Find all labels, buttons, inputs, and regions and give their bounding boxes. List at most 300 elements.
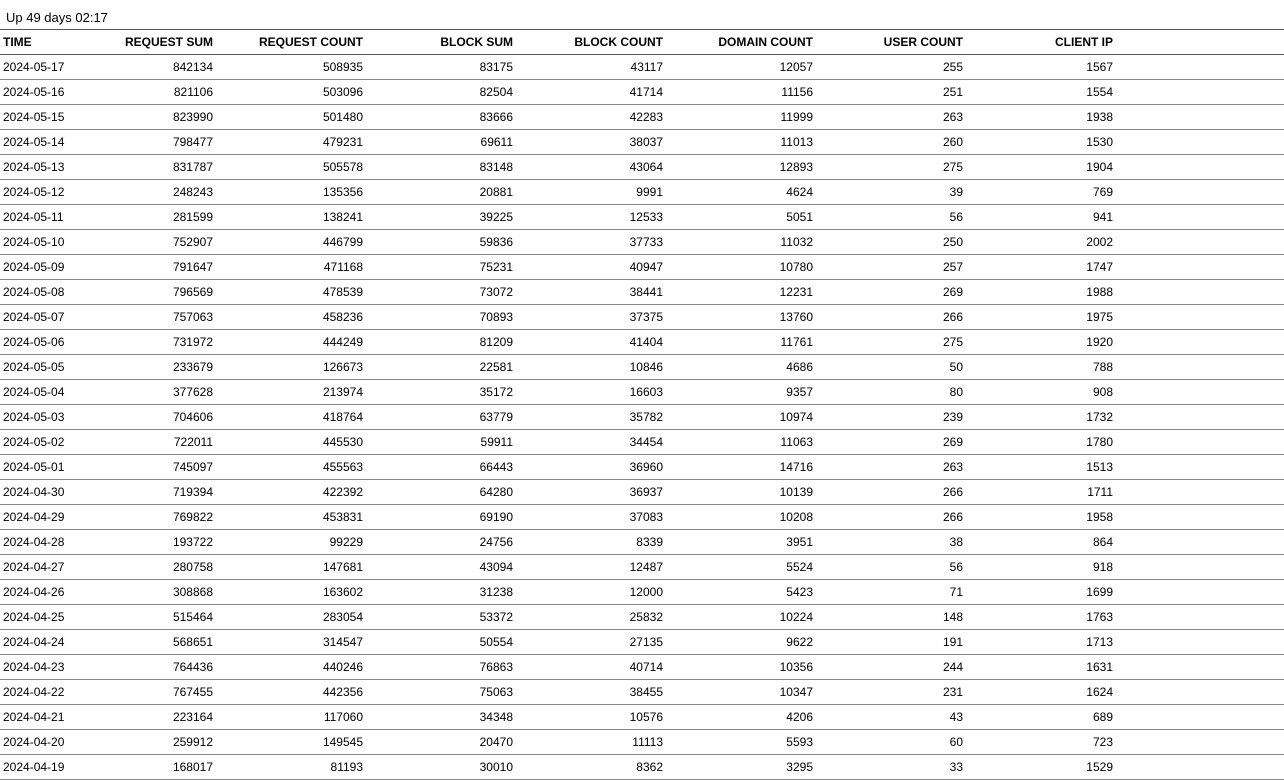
cell-block-count: 41714 [517,80,667,105]
cell-client-ip: 769 [967,180,1117,205]
cell-request-count: 126673 [217,355,367,380]
cell-user-count: 71 [817,580,967,605]
cell-domain-count: 10224 [667,605,817,630]
cell-request-count: 508935 [217,55,367,80]
table-row [0,605,1284,630]
cell-client-ip: 908 [967,380,1117,405]
cell-domain-count: 10780 [667,255,817,280]
cell-block-sum: 20470 [367,730,517,755]
cell-user-count: 263 [817,105,967,130]
cell-request-sum: 764436 [74,655,217,680]
cell-block-count: 36960 [517,455,667,480]
cell-client-ip: 1699 [967,580,1117,605]
cell-block-sum: 75063 [367,680,517,705]
cell-client-ip: 1624 [967,680,1117,705]
cell-request-count: 446799 [217,230,367,255]
row-spacer [1117,630,1284,655]
cell-user-count: 148 [817,605,967,630]
cell-block-count: 8339 [517,530,667,555]
cell-block-sum: 82504 [367,80,517,105]
cell-client-ip: 941 [967,205,1117,230]
cell-block-sum: 59836 [367,230,517,255]
cell-block-sum: 69190 [367,505,517,530]
cell-block-sum: 50554 [367,630,517,655]
cell-domain-count: 5593 [667,730,817,755]
row-spacer [1117,205,1284,230]
cell-client-ip: 2002 [967,230,1117,255]
cell-user-count: 38 [817,530,967,555]
table-row [0,55,1284,80]
cell-request-sum: 767455 [74,680,217,705]
cell-user-count: 251 [817,80,967,105]
table-row [0,105,1284,130]
cell-user-count: 43 [817,705,967,730]
header-spacer [1117,30,1284,55]
cell-client-ip: 1732 [967,405,1117,430]
cell-time: 2024-05-13 [0,155,74,180]
cell-block-count: 10576 [517,705,667,730]
cell-time: 2024-05-05 [0,355,74,380]
cell-time: 2024-04-30 [0,480,74,505]
cell-time: 2024-04-22 [0,680,74,705]
row-spacer [1117,105,1284,130]
cell-user-count: 275 [817,330,967,355]
cell-domain-count: 10356 [667,655,817,680]
cell-user-count: 257 [817,255,967,280]
cell-request-count: 314547 [217,630,367,655]
cell-block-sum: 63779 [367,405,517,430]
cell-request-sum: 259912 [74,730,217,755]
cell-block-sum: 83666 [367,105,517,130]
cell-domain-count: 10208 [667,505,817,530]
cell-block-sum: 83148 [367,155,517,180]
cell-domain-count: 11032 [667,230,817,255]
cell-request-sum: 308868 [74,580,217,605]
cell-block-sum: 31238 [367,580,517,605]
cell-time: 2024-05-07 [0,305,74,330]
table-row [0,180,1284,205]
cell-time: 2024-05-04 [0,380,74,405]
cell-user-count: 56 [817,205,967,230]
cell-request-count: 503096 [217,80,367,105]
cell-request-sum: 193722 [74,530,217,555]
cell-request-sum: 719394 [74,480,217,505]
table-header-row [0,30,1284,55]
cell-block-count: 38037 [517,130,667,155]
cell-client-ip: 788 [967,355,1117,380]
cell-time: 2024-04-26 [0,580,74,605]
cell-block-sum: 70893 [367,305,517,330]
table-row [0,655,1284,680]
cell-client-ip: 1747 [967,255,1117,280]
table-row [0,405,1284,430]
cell-user-count: 250 [817,230,967,255]
cell-client-ip: 1920 [967,330,1117,355]
table-row [0,555,1284,580]
cell-request-sum: 731972 [74,330,217,355]
cell-request-sum: 791647 [74,255,217,280]
table-row [0,280,1284,305]
cell-user-count: 266 [817,480,967,505]
daily-stats-table [0,29,1284,780]
cell-time: 2024-04-28 [0,530,74,555]
row-spacer [1117,455,1284,480]
cell-client-ip: 1631 [967,655,1117,680]
cell-domain-count: 5051 [667,205,817,230]
table-body [0,55,1284,780]
cell-request-count: 213974 [217,380,367,405]
column-header-request-count: REQUEST COUNT [217,30,367,55]
table-row [0,680,1284,705]
table-row [0,255,1284,280]
cell-domain-count: 12057 [667,55,817,80]
cell-time: 2024-04-23 [0,655,74,680]
cell-domain-count: 12893 [667,155,817,180]
cell-time: 2024-05-15 [0,105,74,130]
cell-user-count: 80 [817,380,967,405]
cell-block-sum: 73072 [367,280,517,305]
table-row [0,580,1284,605]
cell-request-sum: 704606 [74,405,217,430]
cell-time: 2024-04-19 [0,755,74,780]
cell-client-ip: 1530 [967,130,1117,155]
cell-domain-count: 10974 [667,405,817,430]
row-spacer [1117,355,1284,380]
cell-request-count: 440246 [217,655,367,680]
table-row [0,530,1284,555]
cell-request-sum: 745097 [74,455,217,480]
cell-user-count: 191 [817,630,967,655]
row-spacer [1117,130,1284,155]
cell-block-count: 37083 [517,505,667,530]
row-spacer [1117,180,1284,205]
row-spacer [1117,480,1284,505]
cell-block-sum: 66443 [367,455,517,480]
cell-block-sum: 59911 [367,430,517,455]
cell-request-count: 283054 [217,605,367,630]
table-row [0,130,1284,155]
cell-request-count: 81193 [217,755,367,780]
column-header-domain-count: DOMAIN COUNT [667,30,817,55]
cell-block-count: 27135 [517,630,667,655]
cell-domain-count: 11013 [667,130,817,155]
cell-domain-count: 5524 [667,555,817,580]
cell-request-count: 117060 [217,705,367,730]
cell-block-sum: 69611 [367,130,517,155]
cell-request-count: 99229 [217,530,367,555]
cell-domain-count: 10139 [667,480,817,505]
cell-request-sum: 821106 [74,80,217,105]
cell-block-sum: 35172 [367,380,517,405]
row-spacer [1117,430,1284,455]
cell-request-count: 471168 [217,255,367,280]
cell-time: 2024-05-06 [0,330,74,355]
cell-user-count: 231 [817,680,967,705]
cell-block-count: 41404 [517,330,667,355]
table-row [0,355,1284,380]
cell-block-sum: 64280 [367,480,517,505]
cell-request-sum: 248243 [74,180,217,205]
cell-client-ip: 1554 [967,80,1117,105]
cell-time: 2024-05-16 [0,80,74,105]
cell-client-ip: 864 [967,530,1117,555]
cell-domain-count: 4686 [667,355,817,380]
cell-request-count: 458236 [217,305,367,330]
cell-user-count: 56 [817,555,967,580]
cell-time: 2024-05-17 [0,55,74,80]
cell-user-count: 33 [817,755,967,780]
cell-user-count: 263 [817,455,967,480]
cell-user-count: 266 [817,305,967,330]
cell-time: 2024-04-24 [0,630,74,655]
cell-block-count: 38455 [517,680,667,705]
row-spacer [1117,405,1284,430]
cell-request-count: 478539 [217,280,367,305]
cell-domain-count: 9622 [667,630,817,655]
cell-block-count: 16603 [517,380,667,405]
cell-request-sum: 168017 [74,755,217,780]
row-spacer [1117,730,1284,755]
column-header-time: TIME [0,30,74,55]
table-row [0,630,1284,655]
cell-request-count: 422392 [217,480,367,505]
cell-time: 2024-04-25 [0,605,74,630]
cell-request-sum: 823990 [74,105,217,130]
cell-client-ip: 1780 [967,430,1117,455]
cell-user-count: 260 [817,130,967,155]
cell-domain-count: 11761 [667,330,817,355]
cell-domain-count: 11999 [667,105,817,130]
row-spacer [1117,80,1284,105]
table-row [0,430,1284,455]
table-row [0,305,1284,330]
cell-block-sum: 39225 [367,205,517,230]
cell-block-count: 36937 [517,480,667,505]
cell-user-count: 239 [817,405,967,430]
cell-request-count: 479231 [217,130,367,155]
cell-domain-count: 11063 [667,430,817,455]
row-spacer [1117,305,1284,330]
cell-block-count: 43117 [517,55,667,80]
table-row [0,505,1284,530]
table-row [0,705,1284,730]
cell-block-count: 37733 [517,230,667,255]
cell-request-count: 138241 [217,205,367,230]
cell-request-sum: 842134 [74,55,217,80]
row-spacer [1117,230,1284,255]
cell-request-sum: 752907 [74,230,217,255]
cell-user-count: 255 [817,55,967,80]
cell-time: 2024-04-20 [0,730,74,755]
cell-domain-count: 9357 [667,380,817,405]
cell-user-count: 269 [817,430,967,455]
cell-time: 2024-05-12 [0,180,74,205]
cell-block-sum: 81209 [367,330,517,355]
cell-request-sum: 515464 [74,605,217,630]
cell-client-ip: 1529 [967,755,1117,780]
cell-time: 2024-04-29 [0,505,74,530]
cell-domain-count: 13760 [667,305,817,330]
table-row [0,330,1284,355]
cell-block-count: 9991 [517,180,667,205]
cell-block-sum: 30010 [367,755,517,780]
cell-client-ip: 918 [967,555,1117,580]
table-row [0,230,1284,255]
cell-request-sum: 280758 [74,555,217,580]
cell-time: 2024-05-01 [0,455,74,480]
column-header-user-count: USER COUNT [817,30,967,55]
row-spacer [1117,680,1284,705]
cell-block-count: 12487 [517,555,667,580]
column-header-block-sum: BLOCK SUM [367,30,517,55]
cell-request-sum: 831787 [74,155,217,180]
table-row [0,730,1284,755]
row-spacer [1117,505,1284,530]
cell-block-sum: 43094 [367,555,517,580]
cell-block-sum: 22581 [367,355,517,380]
cell-time: 2024-05-14 [0,130,74,155]
cell-client-ip: 1975 [967,305,1117,330]
row-spacer [1117,255,1284,280]
cell-user-count: 244 [817,655,967,680]
cell-domain-count: 3295 [667,755,817,780]
row-spacer [1117,705,1284,730]
table-row [0,755,1284,780]
cell-time: 2024-05-08 [0,280,74,305]
cell-client-ip: 1513 [967,455,1117,480]
column-header-request-sum: REQUEST SUM [74,30,217,55]
cell-request-count: 135356 [217,180,367,205]
cell-time: 2024-04-21 [0,705,74,730]
cell-request-count: 149545 [217,730,367,755]
row-spacer [1117,605,1284,630]
cell-block-count: 43064 [517,155,667,180]
cell-time: 2024-05-11 [0,205,74,230]
table-row [0,380,1284,405]
row-spacer [1117,155,1284,180]
column-header-client-ip: CLIENT IP [967,30,1117,55]
cell-block-sum: 34348 [367,705,517,730]
row-spacer [1117,530,1284,555]
cell-user-count: 60 [817,730,967,755]
cell-block-count: 10846 [517,355,667,380]
cell-request-count: 501480 [217,105,367,130]
cell-client-ip: 1711 [967,480,1117,505]
cell-request-count: 163602 [217,580,367,605]
cell-block-count: 12000 [517,580,667,605]
row-spacer [1117,555,1284,580]
cell-time: 2024-05-09 [0,255,74,280]
cell-client-ip: 723 [967,730,1117,755]
uptime-status: Up 49 days 02:17 [6,10,108,25]
table-row [0,155,1284,180]
row-spacer [1117,280,1284,305]
cell-domain-count: 11156 [667,80,817,105]
cell-domain-count: 5423 [667,580,817,605]
cell-block-count: 25832 [517,605,667,630]
cell-request-count: 442356 [217,680,367,705]
cell-block-count: 42283 [517,105,667,130]
cell-client-ip: 1904 [967,155,1117,180]
cell-request-sum: 798477 [74,130,217,155]
cell-block-sum: 75231 [367,255,517,280]
cell-time: 2024-04-27 [0,555,74,580]
cell-request-count: 455563 [217,455,367,480]
cell-client-ip: 1763 [967,605,1117,630]
row-spacer [1117,330,1284,355]
cell-user-count: 275 [817,155,967,180]
cell-block-count: 35782 [517,405,667,430]
cell-domain-count: 14716 [667,455,817,480]
cell-request-sum: 377628 [74,380,217,405]
cell-client-ip: 689 [967,705,1117,730]
cell-user-count: 269 [817,280,967,305]
cell-client-ip: 1938 [967,105,1117,130]
cell-time: 2024-05-03 [0,405,74,430]
cell-request-count: 147681 [217,555,367,580]
cell-block-sum: 24756 [367,530,517,555]
cell-request-sum: 223164 [74,705,217,730]
cell-domain-count: 10347 [667,680,817,705]
cell-request-sum: 233679 [74,355,217,380]
cell-request-sum: 281599 [74,205,217,230]
cell-block-count: 12533 [517,205,667,230]
cell-domain-count: 3951 [667,530,817,555]
cell-block-count: 8362 [517,755,667,780]
cell-client-ip: 1958 [967,505,1117,530]
cell-domain-count: 12231 [667,280,817,305]
row-spacer [1117,380,1284,405]
cell-request-count: 505578 [217,155,367,180]
cell-request-sum: 757063 [74,305,217,330]
cell-block-sum: 53372 [367,605,517,630]
table-row [0,455,1284,480]
cell-block-count: 40947 [517,255,667,280]
cell-block-count: 11113 [517,730,667,755]
cell-block-count: 38441 [517,280,667,305]
table-row [0,80,1284,105]
cell-user-count: 39 [817,180,967,205]
cell-request-sum: 796569 [74,280,217,305]
row-spacer [1117,580,1284,605]
cell-block-sum: 83175 [367,55,517,80]
cell-request-count: 445530 [217,430,367,455]
cell-block-count: 40714 [517,655,667,680]
cell-domain-count: 4206 [667,705,817,730]
column-header-block-count: BLOCK COUNT [517,30,667,55]
cell-user-count: 50 [817,355,967,380]
cell-user-count: 266 [817,505,967,530]
cell-request-count: 444249 [217,330,367,355]
row-spacer [1117,755,1284,780]
cell-request-count: 418764 [217,405,367,430]
table-row [0,480,1284,505]
cell-time: 2024-05-10 [0,230,74,255]
cell-client-ip: 1988 [967,280,1117,305]
cell-time: 2024-05-02 [0,430,74,455]
row-spacer [1117,655,1284,680]
table-row [0,205,1284,230]
cell-request-sum: 568651 [74,630,217,655]
cell-block-count: 37375 [517,305,667,330]
cell-client-ip: 1567 [967,55,1117,80]
cell-block-sum: 76863 [367,655,517,680]
cell-request-sum: 722011 [74,430,217,455]
cell-request-count: 453831 [217,505,367,530]
cell-block-count: 34454 [517,430,667,455]
cell-client-ip: 1713 [967,630,1117,655]
row-spacer [1117,55,1284,80]
